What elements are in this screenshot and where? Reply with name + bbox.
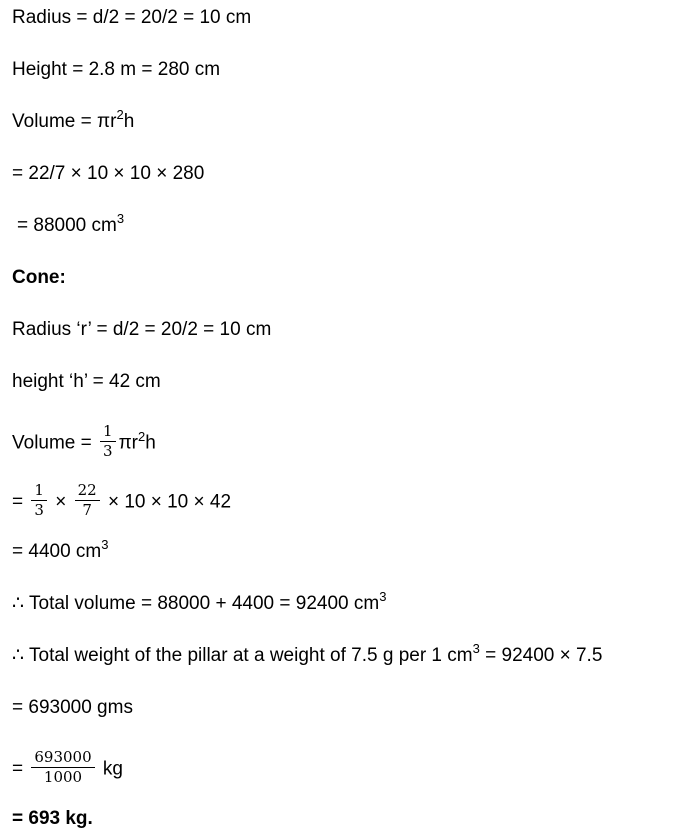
final-answer-line [12, 808, 686, 829]
cone-volume-formula-line: Volume = $\frac{1}{3}$ πr2h [12, 422, 156, 460]
fraction-denominator: 3 [34, 501, 44, 519]
times-sign: × [49, 491, 72, 513]
total-weight-line: ∴ Total weight of the pillar at a weight of 7.5 g per 1 cm3 = 92400 × 7.5 [12, 641, 603, 666]
fraction-numerator: 1 [100, 423, 116, 442]
cone-radius-text: Radius ‘r’ = d/2 = 20/2 = 10 cm [12, 319, 272, 340]
total-weight-post: = 92400 × 7.5 [479, 645, 603, 666]
cylinder-radius-line [12, 7, 686, 28]
cylinder-height-text: Height = 2.8 m = 280 cm [12, 59, 221, 80]
fraction-one-third [100, 423, 116, 460]
weight-kg-fraction-line [12, 749, 686, 790]
cone-substitution-line [12, 482, 686, 523]
result-pre: = 4400 cm [12, 541, 102, 562]
cylinder-radius-text: Radius = d/2 = 20/2 = 10 cm [12, 7, 252, 28]
formula-pre: Volume = πr [12, 111, 117, 132]
result-pre: = 88000 cm [17, 215, 117, 236]
fraction-numerator: 22 [75, 482, 100, 501]
cone-height-line [12, 371, 686, 392]
fraction-grams-to-kg [31, 749, 94, 786]
final-answer-text: = 693 kg. [12, 808, 93, 829]
cylinder-substitution-text: = 22/7 × 10 × 10 × 280 [12, 163, 205, 184]
fraction-denominator: 3 [103, 442, 113, 460]
kg-post: kg [97, 758, 123, 780]
substitution-post: × 10 × 10 × 42 [102, 491, 232, 513]
total-volume-line: ∴ Total volume = 88000 + 4400 = 92400 cm3 [12, 589, 387, 614]
cone-radius-line [12, 319, 686, 340]
formula-mid: πr [118, 432, 139, 454]
total-weight-pre: ∴ Total weight of the pillar at a weight of 7.5 g per 1 cm [12, 645, 473, 666]
formula-post: h [123, 111, 135, 132]
cylinder-height-line [12, 59, 686, 80]
cylinder-volume-formula-line: Volume = πr2h [12, 107, 135, 132]
fraction-denominator: 7 [82, 501, 92, 519]
fraction-denominator: 1000 [43, 768, 83, 786]
cone-result-line: = 4400 cm3 [12, 537, 109, 562]
fraction-numerator: 1 [31, 482, 47, 501]
weight-grams-text: = 693000 gms [12, 697, 133, 718]
total-volume-pre: ∴ Total volume = 88000 + 4400 = 92400 cm [12, 593, 380, 614]
substitution-pre: = [12, 491, 29, 513]
kg-pre: = [12, 758, 29, 780]
weight-grams-line [12, 697, 686, 718]
fraction-numerator: 693000 [31, 749, 94, 768]
fraction-one-third [31, 482, 47, 519]
cylinder-result-line: = 88000 cm3 [17, 211, 125, 236]
fraction-twenty-two-sevenths [75, 482, 100, 519]
formula-pre: Volume = [12, 432, 98, 454]
formula-post: h [145, 432, 156, 454]
cone-heading [12, 267, 686, 288]
cone-heading-text: Cone: [12, 267, 66, 288]
cone-height-text: height ‘h’ = 42 cm [12, 371, 161, 392]
cylinder-substitution-line [12, 163, 686, 184]
